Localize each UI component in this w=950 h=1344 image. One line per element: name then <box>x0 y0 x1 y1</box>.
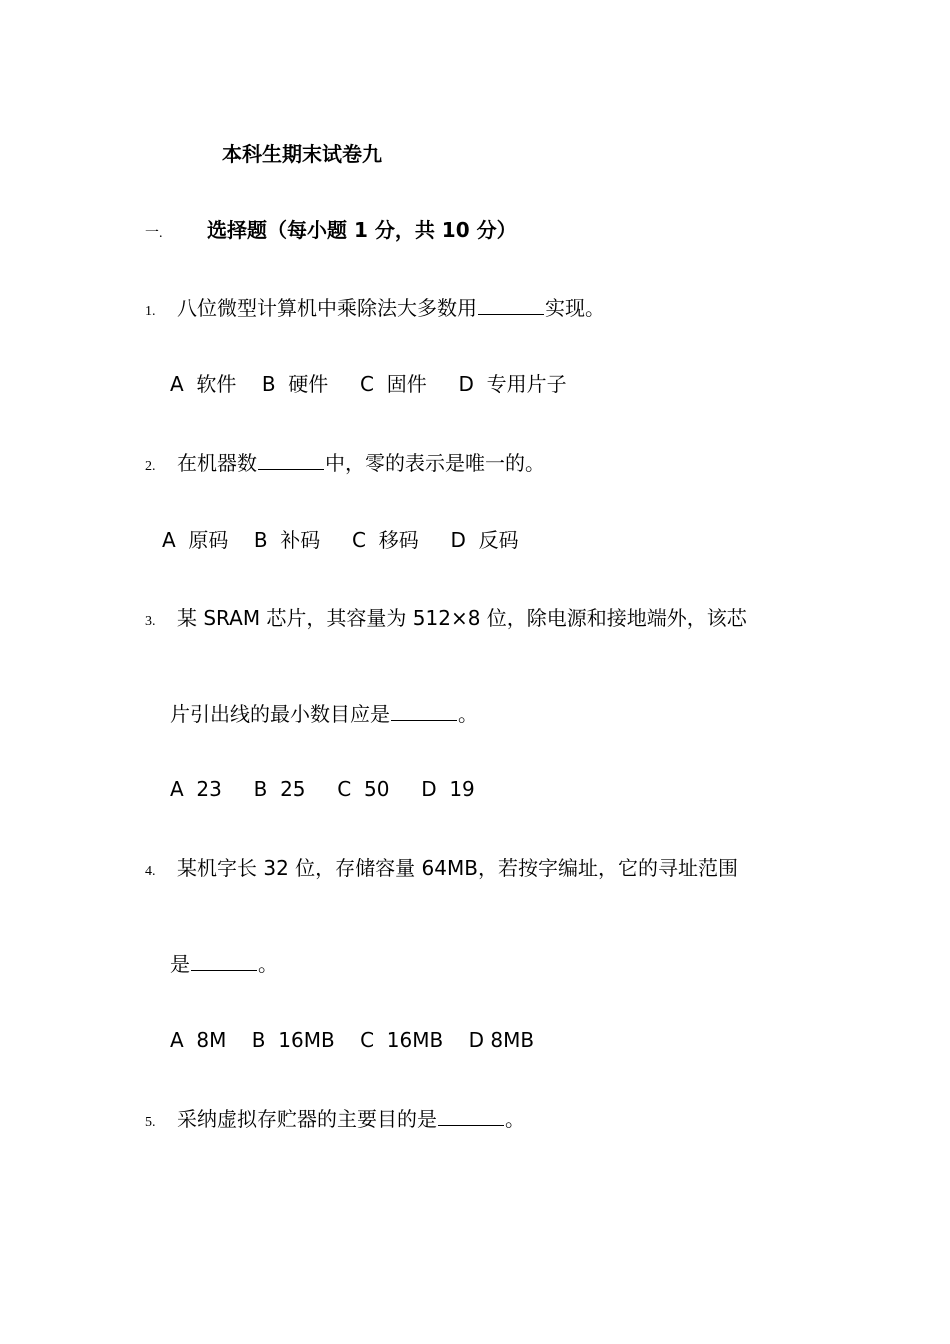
question-number: 4. <box>145 864 156 879</box>
question-3-line2 <box>170 702 478 726</box>
question-4-options: A 8M B 16MB C 16MB D 8MB <box>170 1028 535 1052</box>
question-text-end: 中，零的表示是唯一的。 <box>325 451 545 475</box>
question-number: 1. <box>145 304 156 319</box>
answer-blank <box>258 451 324 470</box>
section-number: 一. <box>145 226 163 241</box>
question-number: 5. <box>145 1115 156 1130</box>
page-title: 本科生期末试卷九 <box>222 142 382 166</box>
question-text: 八位微型计算机中乘除法大多数用 <box>177 296 477 320</box>
question-text: 某机字长 32 位，存储容量 64MB，若按字编址，它的寻址范围 <box>177 856 738 880</box>
question-text-end: 。 <box>505 1107 525 1131</box>
answer-blank <box>191 952 257 971</box>
question-text: 某 SRAM 芯片，其容量为 512×8 位，除电源和接地端外，该芯 <box>177 606 747 630</box>
answer-blank <box>438 1107 504 1126</box>
question-text: 在机器数 <box>177 451 257 475</box>
question-text-end: 。 <box>458 702 478 726</box>
answer-blank <box>391 702 457 721</box>
question-text-end: 实现。 <box>545 296 605 320</box>
question-3-options: A 23 B 25 C 50 D 19 <box>170 777 475 801</box>
section-heading <box>145 218 517 246</box>
question-5 <box>145 1107 525 1135</box>
question-3 <box>145 606 747 634</box>
question-4-line2 <box>170 952 278 976</box>
answer-blank <box>478 296 544 315</box>
question-2 <box>145 451 545 479</box>
question-number: 3. <box>145 614 156 629</box>
question-4 <box>145 856 738 884</box>
question-text: 片引出线的最小数目应是 <box>170 702 390 726</box>
section-title: 选择题（每小题 1 分，共 10 分） <box>207 218 517 242</box>
question-text: 采纳虚拟存贮器的主要目的是 <box>177 1107 437 1131</box>
question-text-end: 。 <box>258 952 278 976</box>
question-number: 2. <box>145 459 156 474</box>
question-1 <box>145 296 605 324</box>
question-text: 是 <box>170 952 190 976</box>
question-2-options: A 原码 B 补码 C 移码 D 反码 <box>162 528 519 552</box>
question-1-options: A 软件 B 硬件 C 固件 D 专用片子 <box>170 372 567 396</box>
